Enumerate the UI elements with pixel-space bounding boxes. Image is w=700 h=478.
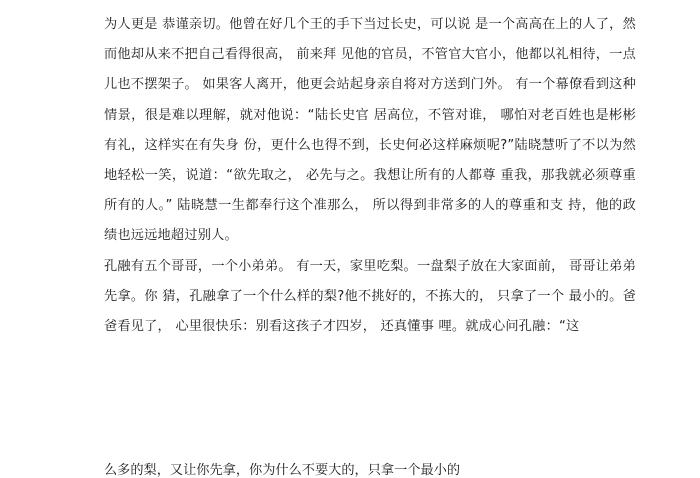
document-body (104, 10, 641, 342)
clipped-bottom-line: 么多的梨，又让你先拿，你为什么不要大的，只拿一个最小的 (104, 463, 461, 478)
paragraph-2: 孔融有五个哥哥，一个小弟弟。 有一天，家里吃梨。一盘梨子放在大家面前， 哥哥让弟弟先拿。你 猜，孔融拿了一个什么样的梨?他不挑好的，不拣大的， 只拿了一个 最小的。爸爸看见了， 心里很快乐：别看这孩子才四岁， 还真懂事 哩。就成心问孔融：“这 (104, 258, 636, 335)
paragraph-1: 为人更是 恭谨亲切。他曾在好几个王的手下当过长史，可以说 是一个高高在上的人了，然而他却从来不把自己看得很高， 前来拜 见他的官员，不管官大官小，他都以礼相待，一点儿也不摆架子。 如果客人离开，他更会站起身亲自将对方送到门外。 有一个幕僚看到这种情景，很是难以理解，就对他说：“陆长史官 居高位，不管对谁， 哪怕对老百姓也是彬彬有礼，这样实在有失身 份，更什么也得不到，长史何必这样麻烦呢?”陆晓慧听了不以为然 地轻松一笑，说道：“欲先取之， 必先与之。我想让所有的人都尊 重我，那我就必须尊重所有的人。” 陆晓慧一生都奉行这个准那么， 所以得到非常多的人的尊重和支 持，他的政绩也远远地超过别人。 (104, 17, 641, 244)
